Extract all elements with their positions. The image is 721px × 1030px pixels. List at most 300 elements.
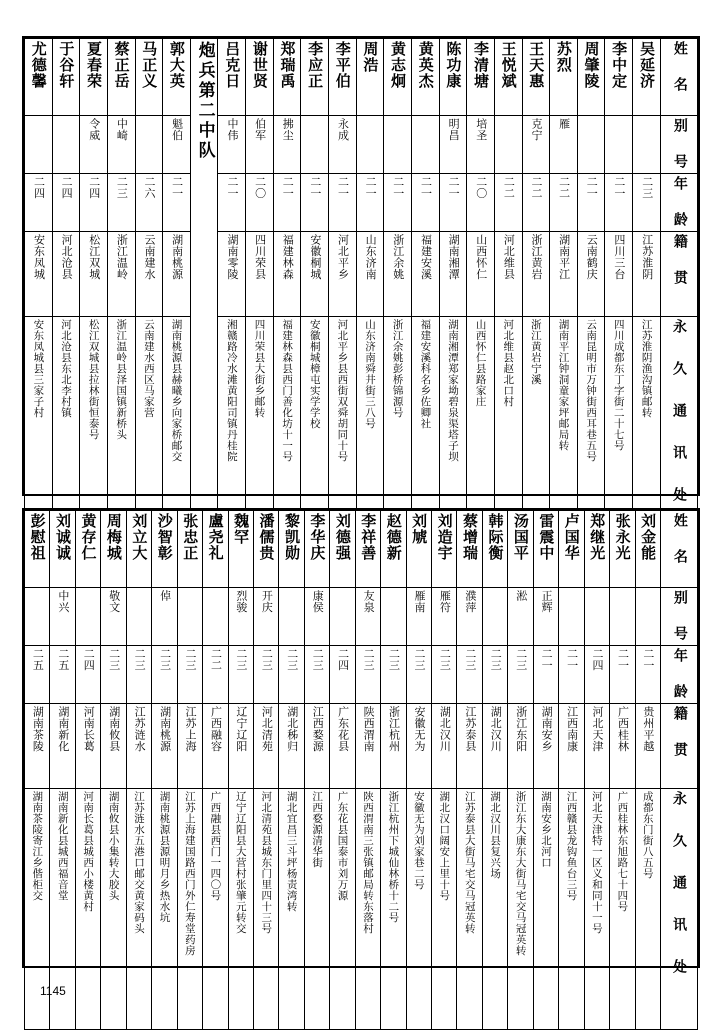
cell-age-6-text: 二三 — [184, 648, 197, 671]
cell-origin-17 — [494, 232, 522, 317]
cell-age-5-text: 二一 — [170, 176, 184, 199]
row-header-origin — [661, 704, 698, 789]
cell-name-3-text: 周梅城 — [104, 513, 123, 561]
cell-origin-20 — [533, 704, 558, 789]
cell-name-15-text: 陈功康 — [444, 41, 463, 89]
cell-origin-21-text: 四川三台 — [612, 234, 626, 280]
roster-row-name — [25, 511, 698, 588]
cell-address-9-text: 福建林森县西门善化坊十一号 — [281, 319, 294, 462]
cell-age-19-text: 二三 — [514, 648, 528, 671]
cell-address-10-text: 湖北宜昌三斗坪杨责湾转 — [285, 791, 298, 912]
cell-name-3 — [101, 511, 126, 588]
cell-alias-1 — [52, 116, 80, 174]
cell-address-18 — [482, 789, 507, 1030]
cell-address-22-text: 河北天津特一区义和同十一号 — [590, 791, 603, 934]
cell-age-15 — [406, 646, 431, 704]
cell-address-0-text: 湖南茶陵寄江乡偕柜交 — [31, 791, 44, 901]
cell-age-19 — [508, 646, 533, 704]
cell-age-1-text: 二五 — [56, 648, 70, 671]
cell-address-7 — [203, 789, 228, 1030]
cell-age-13-text: 二三 — [362, 648, 376, 671]
cell-alias-16 — [432, 588, 457, 646]
cell-name-1 — [50, 511, 75, 588]
cell-name-23-text: 张永光 — [613, 513, 632, 561]
row-header-name-text: 姓 名 — [671, 41, 688, 94]
roster-row-alias — [25, 116, 698, 174]
cell-origin-6 — [177, 704, 202, 789]
cell-name-2 — [80, 39, 108, 116]
roster-row-origin — [25, 232, 698, 317]
cell-alias-0 — [25, 116, 53, 174]
cell-origin-19-text: 浙江东阳 — [514, 706, 528, 752]
cell-name-20 — [533, 511, 558, 588]
cell-age-20-text: 二一 — [540, 648, 554, 671]
cell-name-14 — [411, 39, 439, 116]
cell-origin-11 — [329, 232, 357, 317]
row-header-address-text: 永 久 通 讯 处 — [671, 791, 688, 979]
cell-alias-20 — [533, 588, 558, 646]
cell-name-22-text: 郑继光 — [588, 513, 607, 561]
cell-name-2 — [75, 511, 100, 588]
cell-alias-19 — [508, 588, 533, 646]
cell-address-21-text: 江西赣县龙钩鱼台三号 — [565, 791, 578, 901]
cell-address-21 — [559, 789, 584, 1030]
row-header-origin-text: 籍 贯 — [671, 706, 688, 759]
cell-age-3-text: 二三 — [107, 648, 121, 671]
cell-age-7 — [218, 174, 246, 232]
cell-alias-3 — [107, 116, 135, 174]
row-header-name — [661, 511, 698, 588]
cell-name-11-text: 李华庆 — [308, 513, 327, 561]
cell-origin-7-text: 湖南零陵 — [225, 234, 239, 280]
cell-name-19-text: 汤国平 — [511, 513, 530, 561]
cell-origin-2-text: 河南长葛 — [82, 706, 96, 752]
cell-alias-18 — [522, 116, 550, 174]
cell-origin-11 — [304, 704, 329, 789]
roster-table-top-body — [25, 39, 698, 558]
cell-origin-8 — [228, 704, 253, 789]
cell-alias-17 — [457, 588, 482, 646]
cell-address-16-text: 山西怀仁县路家庄 — [474, 319, 487, 407]
cell-name-16-text: 李清塘 — [471, 41, 490, 89]
cell-origin-14 — [411, 232, 439, 317]
cell-name-19-text: 苏烈 — [554, 41, 573, 73]
cell-name-22-text: 吴延济 — [637, 41, 656, 89]
cell-name-3-text: 蔡正岳 — [112, 41, 131, 89]
cell-address-15-text: 安徽无为刘家巷二号 — [412, 791, 425, 890]
cell-age-16 — [432, 646, 457, 704]
cell-origin-4 — [135, 232, 163, 317]
cell-origin-23-text: 广西桂林 — [616, 706, 630, 752]
cell-alias-3-text: 敬文 — [107, 590, 121, 613]
cell-origin-0 — [25, 704, 50, 789]
cell-origin-24 — [635, 704, 661, 789]
cell-age-12-text: 二一 — [364, 176, 378, 199]
cell-age-3-text: 二三 — [115, 176, 129, 199]
cell-alias-18-text: 克宁 — [530, 118, 543, 141]
cell-name-18 — [482, 511, 507, 588]
cell-alias-2-text: 令威 — [87, 118, 101, 141]
row-header-alias-text: 别 号 — [671, 118, 688, 171]
cell-alias-5 — [152, 588, 177, 646]
cell-origin-10 — [279, 704, 304, 789]
cell-address-11-text: 江西婺源清华街 — [311, 791, 324, 868]
cell-origin-18 — [482, 704, 507, 789]
cell-name-24-text: 刘金能 — [639, 513, 658, 561]
cell-age-8 — [246, 174, 274, 232]
cell-age-18 — [522, 174, 550, 232]
cell-address-12-text: 广东花县国泰市刘万源 — [336, 791, 349, 901]
cell-age-4 — [135, 174, 163, 232]
cell-name-15 — [406, 511, 431, 588]
cell-age-11-text: 二一 — [336, 176, 350, 199]
cell-age-16-text: 二〇 — [474, 176, 488, 199]
cell-address-14-text: 福建安溪科名乡佐卿社 — [419, 319, 432, 429]
cell-address-19-text: 浙江东大康东大街马宅交马冠英转 — [514, 791, 527, 956]
cell-name-24 — [635, 511, 661, 588]
cell-alias-7 — [218, 116, 246, 174]
cell-age-21-text: 二一 — [565, 648, 579, 671]
cell-address-21-text: 四川成都东丁字街二十七号 — [612, 319, 625, 451]
cell-age-0-text: 二五 — [31, 648, 45, 671]
cell-alias-12 — [356, 116, 384, 174]
cell-name-16-text: 刘造宇 — [435, 513, 454, 561]
cell-address-23 — [610, 789, 635, 1030]
cell-age-10 — [301, 174, 329, 232]
cell-address-17 — [457, 789, 482, 1030]
cell-age-0 — [25, 174, 53, 232]
cell-age-5-text: 二三 — [158, 648, 172, 671]
cell-address-15-text: 湖南湘潭郑家坳碧泉渠塔子坝 — [446, 319, 459, 462]
cell-origin-15-text: 安徽无为 — [412, 706, 426, 752]
cell-address-5-text: 湖南桃源县赫曦乡向家桥邮交 — [170, 319, 183, 462]
cell-name-11 — [329, 39, 357, 116]
cell-name-22 — [584, 511, 609, 588]
cell-alias-11-text: 永成 — [336, 118, 350, 141]
cell-name-5-text: 郭大英 — [167, 41, 186, 89]
cell-age-16-text: 二三 — [438, 648, 452, 671]
cell-origin-17-text: 河北维县 — [502, 234, 516, 280]
cell-address-1-text: 河北沧县东北李村镇 — [59, 319, 72, 418]
cell-origin-2 — [80, 232, 108, 317]
cell-origin-7-text: 广西融容 — [209, 706, 223, 752]
cell-name-21-text: 卢国华 — [562, 513, 581, 561]
cell-name-7 — [203, 511, 228, 588]
cell-age-0 — [25, 646, 50, 704]
cell-age-21 — [559, 646, 584, 704]
cell-address-4 — [126, 789, 151, 1030]
cell-name-17-text: 蔡增瑞 — [461, 513, 480, 561]
cell-address-6 — [177, 789, 202, 1030]
cell-alias-3-text: 中崎 — [115, 118, 129, 141]
cell-alias-13 — [384, 116, 412, 174]
cell-age-3 — [107, 174, 135, 232]
row-header-age — [661, 646, 698, 704]
cell-name-6 — [177, 511, 202, 588]
row-header-origin — [661, 232, 698, 317]
cell-alias-17 — [494, 116, 522, 174]
row-header-alias — [661, 588, 698, 646]
cell-name-19 — [550, 39, 578, 116]
cell-age-12 — [330, 646, 355, 704]
cell-name-17 — [494, 39, 522, 116]
cell-alias-12 — [330, 588, 355, 646]
cell-name-7 — [218, 39, 246, 116]
cell-origin-11-text: 河北平乡 — [336, 234, 350, 280]
row-header-address — [661, 789, 698, 1030]
cell-origin-10-text: 安徽桐城 — [308, 234, 322, 280]
cell-origin-4-text: 江苏涟水 — [133, 706, 147, 752]
cell-origin-12 — [330, 704, 355, 789]
cell-address-16-text: 湖北汉口阔安上里十号 — [438, 791, 451, 901]
cell-alias-16-text: 培圣 — [474, 118, 488, 141]
cell-age-12-text: 二四 — [336, 648, 350, 671]
cell-address-24-text: 成都东门街八五号 — [641, 791, 654, 879]
cell-alias-11 — [304, 588, 329, 646]
cell-origin-7 — [203, 704, 228, 789]
cell-age-17-text: 二二 — [502, 176, 516, 199]
cell-age-4-text: 二三 — [133, 648, 147, 671]
row-header-age — [661, 174, 698, 232]
cell-name-10-text: 黎凯勋 — [282, 513, 301, 561]
cell-address-7-text: 湘赣路冷水滩黄阳司镇丹桂院 — [225, 319, 238, 462]
cell-age-13-text: 二一 — [391, 176, 405, 199]
cell-age-15 — [439, 174, 467, 232]
cell-name-17-text: 王悦斌 — [499, 41, 518, 89]
cell-age-7 — [203, 646, 228, 704]
cell-address-12-text: 山东济南舜井街三八号 — [364, 319, 377, 429]
cell-age-9 — [253, 646, 278, 704]
cell-origin-1-text: 河北沧县 — [60, 234, 74, 280]
cell-age-8 — [228, 646, 253, 704]
cell-name-1-text: 于谷轩 — [57, 41, 76, 89]
cell-origin-4-text: 云南建水 — [143, 234, 157, 280]
cell-age-21 — [605, 174, 633, 232]
cell-address-17-text: 江苏泰县大街马宅交马冠英转 — [463, 791, 476, 934]
cell-address-11 — [304, 789, 329, 1030]
cell-age-21-text: 二一 — [612, 176, 626, 199]
cell-origin-22 — [633, 232, 661, 317]
cell-origin-3 — [107, 232, 135, 317]
roster-row-age — [25, 174, 698, 232]
cell-age-15-text: 二一 — [447, 176, 461, 199]
roster-table-bottom-grid — [24, 510, 698, 1030]
cell-name-4 — [126, 511, 151, 588]
cell-alias-14 — [381, 588, 406, 646]
cell-origin-8-text: 四川荣县 — [253, 234, 267, 280]
cell-origin-16-text: 山西怀仁 — [474, 234, 488, 280]
cell-address-22 — [584, 789, 609, 1030]
roster-row-address — [25, 789, 698, 1030]
cell-alias-11 — [329, 116, 357, 174]
cell-alias-10 — [301, 116, 329, 174]
cell-name-16 — [467, 39, 495, 116]
cell-origin-21-text: 江西南康 — [565, 706, 579, 752]
cell-alias-16-text: 雁符 — [438, 590, 452, 613]
cell-alias-22 — [633, 116, 661, 174]
page-number: 1145 — [40, 984, 66, 998]
cell-age-16 — [467, 174, 495, 232]
cell-age-1 — [52, 174, 80, 232]
cell-origin-20 — [577, 232, 605, 317]
cell-age-2-text: 二四 — [87, 176, 101, 199]
cell-origin-1 — [50, 704, 75, 789]
row-header-name — [661, 39, 698, 116]
cell-age-2-text: 二四 — [82, 648, 96, 671]
cell-alias-5-text: 倬 — [158, 590, 172, 602]
cell-age-2 — [80, 174, 108, 232]
cell-age-7-text: 二一 — [225, 176, 239, 199]
cell-age-17 — [457, 646, 482, 704]
cell-name-13 — [384, 39, 412, 116]
cell-address-18-text: 湖北汉川县复兴场 — [489, 791, 502, 879]
cell-origin-13-text: 浙江余姚 — [391, 234, 405, 280]
cell-alias-7 — [203, 588, 228, 646]
cell-alias-24 — [635, 588, 661, 646]
cell-alias-20 — [577, 116, 605, 174]
cell-origin-3-text: 湖南攸县 — [107, 706, 121, 752]
cell-name-13-text: 黄志炯 — [389, 41, 408, 89]
cell-origin-14-text: 浙江杭州 — [387, 706, 401, 752]
cell-alias-13-text: 友泉 — [362, 590, 376, 613]
cell-age-14-text: 二三 — [387, 648, 401, 671]
cell-origin-24-text: 贵州平越 — [641, 706, 655, 752]
cell-age-4 — [126, 646, 151, 704]
cell-age-22 — [633, 174, 661, 232]
cell-age-4-text: 二六 — [143, 176, 157, 199]
cell-age-0-text: 二四 — [32, 176, 46, 199]
cell-origin-16 — [467, 232, 495, 317]
cell-name-9 — [273, 39, 301, 116]
cell-origin-5-text: 湖南桃源 — [158, 706, 172, 752]
cell-address-8 — [228, 789, 253, 1030]
cell-origin-5 — [152, 704, 177, 789]
cell-name-4-text: 马正义 — [140, 41, 159, 89]
roster-row-origin — [25, 704, 698, 789]
cell-name-22 — [633, 39, 661, 116]
cell-name-12-text: 刘德强 — [333, 513, 352, 561]
cell-name-17 — [457, 511, 482, 588]
roster-row-age — [25, 646, 698, 704]
cell-name-11-text: 李平伯 — [333, 41, 352, 89]
cell-address-7-text: 广西融县西门一四〇号 — [209, 791, 222, 901]
row-header-address-text: 永 久 通 讯 处 — [671, 319, 688, 507]
cell-age-2 — [75, 646, 100, 704]
cell-name-12 — [356, 39, 384, 116]
cell-alias-9 — [253, 588, 278, 646]
cell-age-10-text: 二三 — [285, 648, 299, 671]
cell-origin-4 — [126, 704, 151, 789]
cell-name-5 — [163, 39, 191, 116]
cell-name-10-text: 李应正 — [306, 41, 325, 89]
cell-name-18-text: 韩际衡 — [486, 513, 505, 561]
cell-name-8-text: 谢世贤 — [250, 41, 269, 89]
cell-age-14 — [411, 174, 439, 232]
cell-address-13 — [355, 789, 380, 1030]
cell-origin-14 — [381, 704, 406, 789]
cell-name-15-text: 刘虓 — [410, 513, 429, 545]
cell-name-9 — [253, 511, 278, 588]
cell-address-20-text: 云南昆明市万钟街西耳巷五号 — [585, 319, 598, 462]
cell-origin-5 — [163, 232, 191, 317]
cell-name-10 — [279, 511, 304, 588]
cell-address-4-text: 江苏涟水五港口邮交黄家码头 — [133, 791, 145, 934]
cell-origin-0-text: 安东凤城 — [32, 234, 46, 280]
cell-name-18-text: 王天惠 — [527, 41, 546, 89]
cell-address-23-text: 广西桂林东旭路七十四号 — [616, 791, 629, 912]
cell-age-9-text: 二三 — [260, 648, 274, 671]
cell-address-9 — [253, 789, 278, 1030]
cell-age-11 — [304, 646, 329, 704]
cell-alias-21 — [605, 116, 633, 174]
cell-alias-1-text: 中兴 — [56, 590, 70, 613]
row-header-age-text: 年 龄 — [671, 648, 688, 701]
cell-origin-22 — [584, 704, 609, 789]
cell-alias-17-text: 濮萍 — [463, 590, 477, 613]
cell-alias-22 — [584, 588, 609, 646]
cell-name-0-text: 彭慰祖 — [28, 513, 47, 561]
cell-name-12 — [330, 511, 355, 588]
cell-address-15 — [406, 789, 431, 1030]
cell-age-24-text: 二一 — [641, 648, 655, 671]
cell-alias-3 — [101, 588, 126, 646]
cell-origin-12-text: 山东济南 — [364, 234, 378, 280]
cell-alias-1 — [50, 588, 75, 646]
cell-age-19 — [550, 174, 578, 232]
cell-address-17-text: 河北维县赵北口村 — [502, 319, 515, 407]
row-header-origin-text: 籍 贯 — [671, 234, 688, 287]
cell-address-24 — [635, 789, 661, 1030]
cell-address-3-text: 湖南攸县小集转大胶头 — [107, 791, 120, 901]
cell-name-4-text: 刘立大 — [130, 513, 149, 561]
roster-table-top — [22, 36, 700, 507]
cell-origin-13 — [384, 232, 412, 317]
cell-alias-5 — [163, 116, 191, 174]
cell-age-15-text: 二三 — [412, 648, 426, 671]
cell-origin-17-text: 江苏泰县 — [463, 706, 477, 752]
cell-alias-9-text: 开庆 — [260, 590, 274, 613]
cell-origin-15-text: 湖南湘潭 — [447, 234, 461, 280]
cell-origin-2 — [75, 704, 100, 789]
cell-name-4 — [135, 39, 163, 116]
cell-age-13 — [384, 174, 412, 232]
cell-address-3-text: 浙江温岭县泽国镇新桥头 — [115, 319, 128, 440]
cell-alias-10 — [279, 588, 304, 646]
cell-alias-15 — [439, 116, 467, 174]
cell-age-22 — [584, 646, 609, 704]
cell-alias-20-text: 正辉 — [540, 590, 554, 613]
cell-name-20-text: 雷震中 — [537, 513, 556, 561]
cell-name-2-text: 夏春荣 — [85, 41, 103, 89]
cell-age-9-text: 二一 — [281, 176, 295, 199]
cell-origin-20-text: 湖南安乡 — [540, 706, 554, 752]
cell-origin-10 — [301, 232, 329, 317]
row-header-age-text: 年 龄 — [671, 176, 688, 229]
cell-origin-23 — [610, 704, 635, 789]
cell-alias-0 — [25, 588, 50, 646]
roster-table-bottom — [22, 508, 700, 979]
cell-origin-3-text: 浙江温岭 — [115, 234, 129, 280]
cell-age-18 — [482, 646, 507, 704]
cell-age-23-text: 二一 — [616, 648, 630, 671]
cell-alias-13 — [355, 588, 380, 646]
roster-row-name — [25, 39, 698, 116]
cell-age-22-text: 二四 — [591, 648, 604, 671]
cell-address-3 — [101, 789, 126, 1030]
cell-origin-16 — [432, 704, 457, 789]
roster-row-alias — [25, 588, 698, 646]
cell-name-14-text: 黄英杰 — [416, 41, 435, 89]
